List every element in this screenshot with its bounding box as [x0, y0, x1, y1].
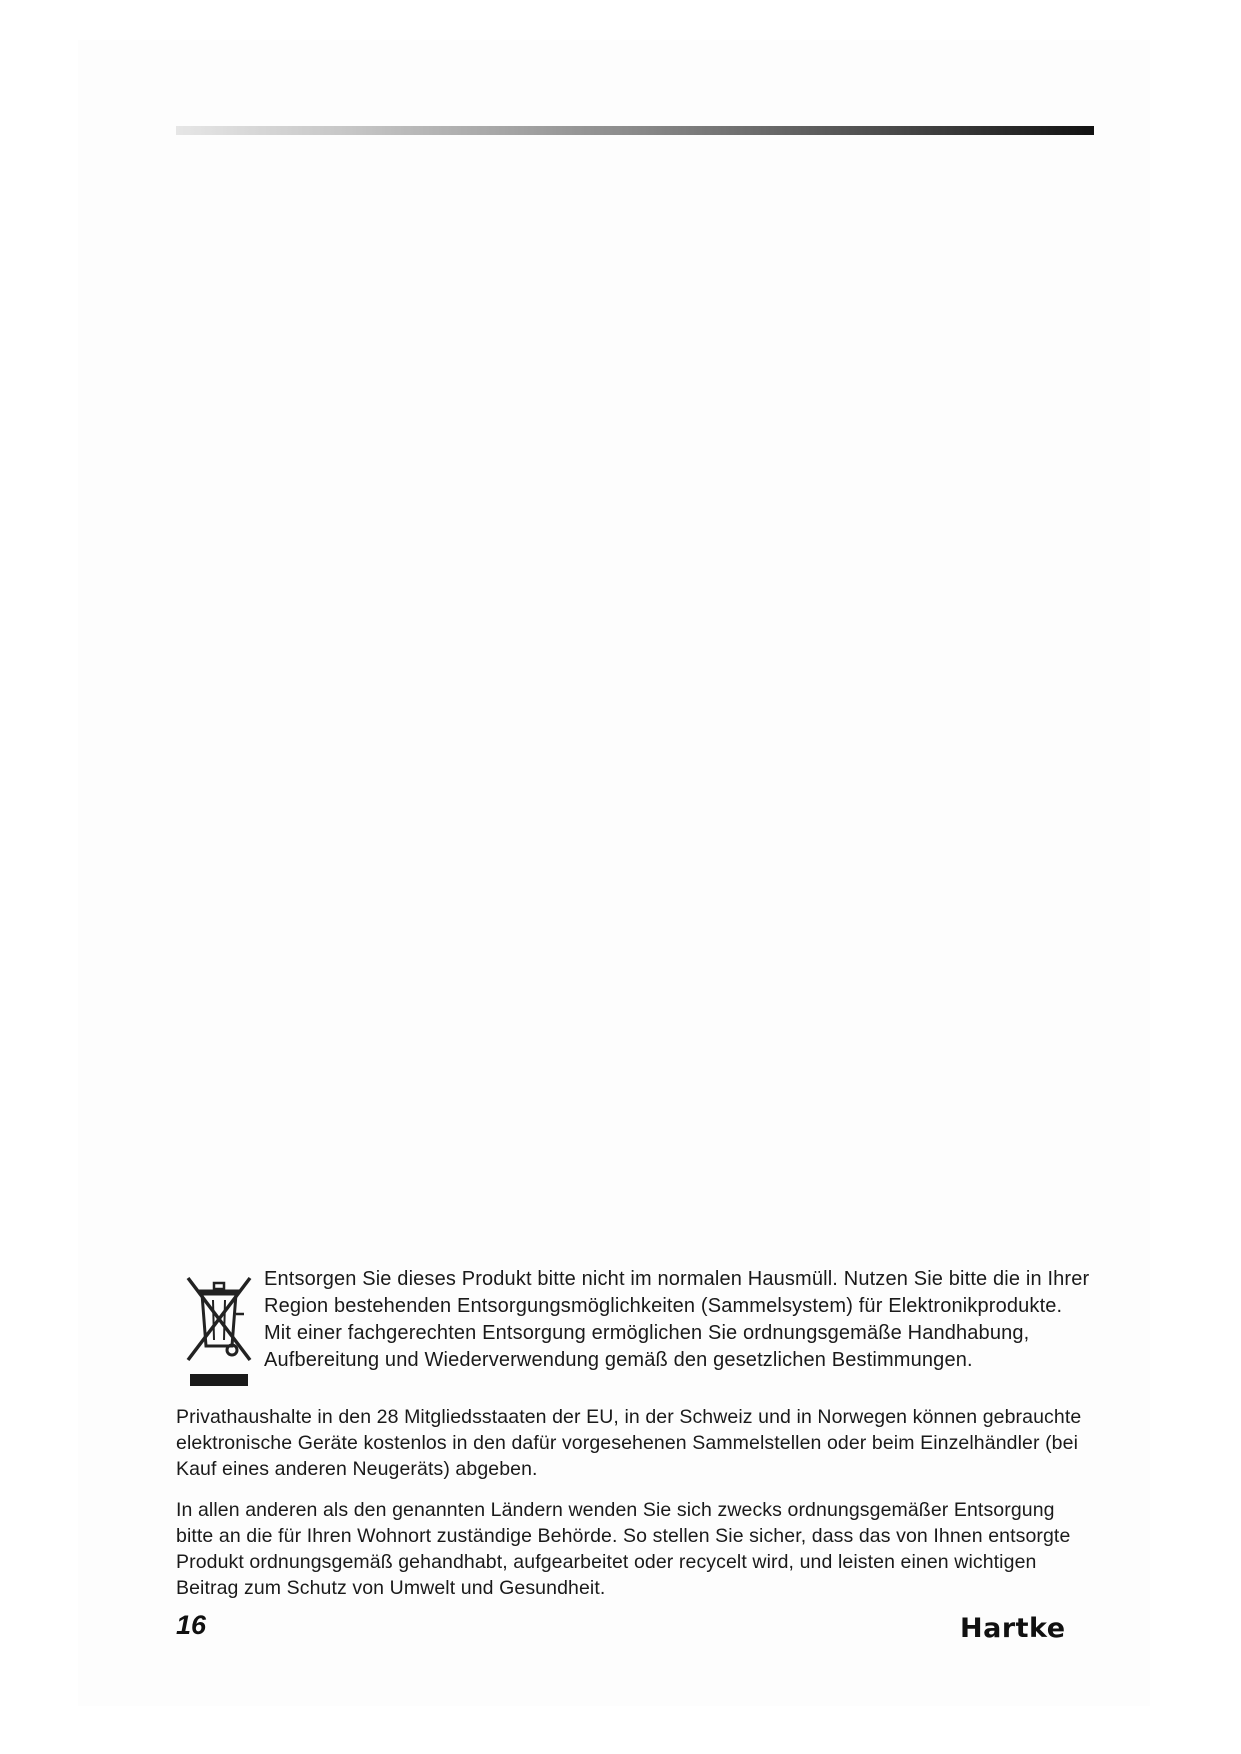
disposal-notice: [176, 1266, 1094, 1402]
disposal-notice-text: Entsorgen Sie dieses Produkt bitte nicht im normalen Hausmüll. Nutzen Sie bitte die in Ihrer Region bestehenden Entsorgungsmöglichkeiten (Sammelsystem) für Elektronikprodukte. Mit einer fachgerechten Entsorgung ermöglichen Sie ordnungsgemäße Handhabung, Aufbereitung und Wiederverwendung gemäß den gesetzlichen Bestimmungen.: [264, 1268, 1090, 1371]
brand-logo-text: Hartke: [960, 1613, 1066, 1642]
body-paragraph-other-countries: In allen anderen als den genannten Ländern wenden Sie sich zwecks ordnungsgemäßer Entsorgung bitte an die für Ihren Wohnort zuständige Behörde. So stellen Sie sicher, dass das von Ihnen entsorgte Produkt ordnungsgemäß gehandhabt, aufgearbeitet oder recycelt wird, und leisten einen wichtigen Beitrag zum Schutz von Umwelt und Gesundheit.: [176, 1499, 1071, 1599]
crossed-out-wheelie-bin-icon: [184, 1274, 254, 1394]
body-paragraph-eu: Privathaushalte in den 28 Mitgliedsstaaten der EU, in der Schweiz und in Norwegen können gebrauchte elektronische Geräte kostenlos in den dafür vorgesehenen Sammelstellen oder beim Einzelhändler (bei Kauf eines anderen Neugeräts) abgeben.: [176, 1406, 1082, 1480]
page-number: 16: [176, 1610, 207, 1640]
hartke-logo: [960, 1612, 1094, 1642]
header-gradient-bar: [176, 126, 1094, 135]
